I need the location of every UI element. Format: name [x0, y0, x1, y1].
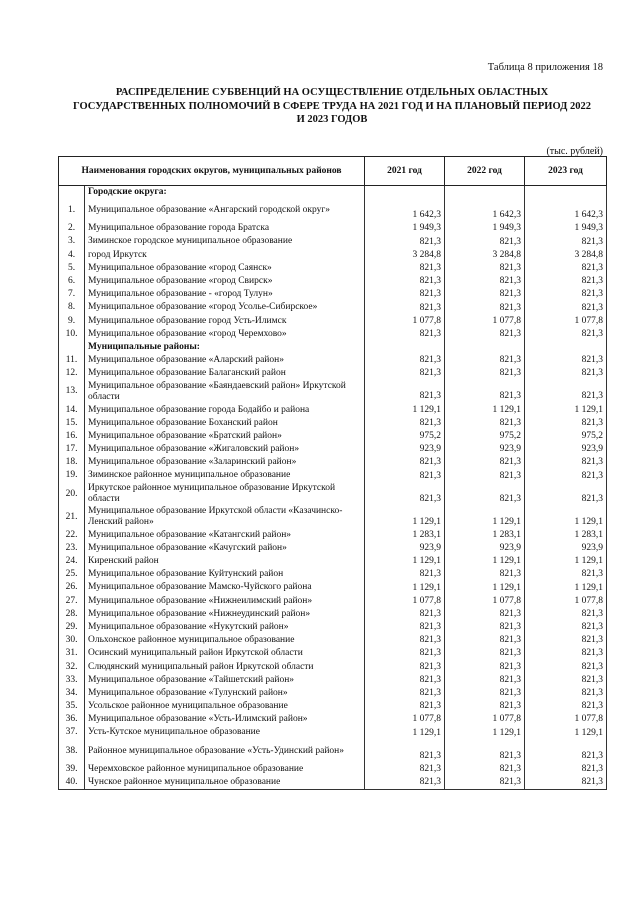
value-2022: 1 077,8 — [445, 595, 525, 608]
column-header-2021: 2021 год — [365, 157, 445, 186]
value-2023: 821,3 — [525, 647, 607, 660]
value-2022: 1 077,8 — [445, 315, 525, 328]
row-number: 5. — [59, 262, 85, 275]
row-number: 29. — [59, 621, 85, 634]
value-2022: 1 949,3 — [445, 222, 525, 235]
title-line: И 2023 ГОДОВ — [296, 114, 368, 125]
value-2021: 821,3 — [365, 740, 445, 763]
value-2021: 1 129,1 — [365, 403, 445, 416]
value-2022: 821,3 — [445, 275, 525, 288]
value-2021: 821,3 — [365, 456, 445, 469]
value-2021: 821,3 — [365, 483, 445, 506]
table-header-row — [59, 157, 607, 186]
units-label: (тыс. рублей) — [546, 146, 603, 157]
row-name: Муниципальное образование «Усть-Илимский район» — [85, 713, 365, 726]
value-2021: 821,3 — [365, 275, 445, 288]
value-2022: 923,9 — [445, 443, 525, 456]
value-2022: 821,3 — [445, 674, 525, 687]
value-2021: 821,3 — [365, 417, 445, 430]
table-row — [59, 301, 607, 314]
value-2021: 821,3 — [365, 660, 445, 673]
row-name: Муниципальное образование Куйтунский район — [85, 568, 365, 581]
row-name: Муниципальное образование Боханский район — [85, 417, 365, 430]
value-2021: 923,9 — [365, 542, 445, 555]
value-2023: 1 129,1 — [525, 581, 607, 594]
row-number: 15. — [59, 417, 85, 430]
row-number: 22. — [59, 529, 85, 542]
table-body — [59, 186, 607, 790]
value-2023: 821,3 — [525, 700, 607, 713]
row-name: Районное муниципальное образование «Усть-Удинский район» — [85, 740, 365, 763]
row-number: 40. — [59, 776, 85, 790]
value-2022: 975,2 — [445, 430, 525, 443]
value-2022: 821,3 — [445, 456, 525, 469]
table-row — [59, 634, 607, 647]
value-2021: 821,3 — [365, 776, 445, 790]
value-2023: 1 129,1 — [525, 555, 607, 568]
row-name: Муниципальное образование «Заларинский район» — [85, 456, 365, 469]
row-number: 23. — [59, 542, 85, 555]
table-row — [59, 315, 607, 328]
value-2021: 1 949,3 — [365, 222, 445, 235]
table-row — [59, 235, 607, 248]
table-row — [59, 417, 607, 430]
row-number — [59, 341, 85, 354]
value-2023: 821,3 — [525, 634, 607, 647]
value-2022 — [445, 341, 525, 354]
row-name: Муниципальное образование «Нижнеудинский район» — [85, 608, 365, 621]
row-name: Зиминское городское муниципальное образование — [85, 235, 365, 248]
value-2022: 821,3 — [445, 367, 525, 380]
value-2023: 821,3 — [525, 776, 607, 790]
row-number: 37. — [59, 726, 85, 739]
table-row — [59, 568, 607, 581]
value-2023: 821,3 — [525, 380, 607, 403]
row-name: Муниципальное образование «Катангский район» — [85, 529, 365, 542]
value-2021: 821,3 — [365, 235, 445, 248]
row-number: 34. — [59, 687, 85, 700]
value-2022: 821,3 — [445, 354, 525, 367]
table-row — [59, 249, 607, 262]
section-heading-row — [59, 341, 607, 354]
row-number: 39. — [59, 763, 85, 776]
value-2022: 1 642,3 — [445, 199, 525, 222]
row-number: 32. — [59, 660, 85, 673]
row-name: Муниципальное образование «Качугский район» — [85, 542, 365, 555]
row-name: Муниципальное образование «Нижнеилимский район» — [85, 595, 365, 608]
row-name: Усольское районное муниципальное образование — [85, 700, 365, 713]
value-2023: 3 284,8 — [525, 249, 607, 262]
row-number: 18. — [59, 456, 85, 469]
value-2023: 1 129,1 — [525, 403, 607, 416]
table-row — [59, 740, 607, 763]
subsidy-table — [58, 156, 607, 790]
row-number: 7. — [59, 288, 85, 301]
table-row — [59, 469, 607, 482]
row-number: 35. — [59, 700, 85, 713]
value-2022: 821,3 — [445, 301, 525, 314]
row-name: Муниципальное образование «Тайшетский район» — [85, 674, 365, 687]
table-row — [59, 776, 607, 790]
table-row — [59, 608, 607, 621]
value-2023: 821,3 — [525, 328, 607, 341]
row-number: 26. — [59, 581, 85, 594]
value-2021: 1 077,8 — [365, 595, 445, 608]
value-2023: 821,3 — [525, 621, 607, 634]
value-2021: 821,3 — [365, 687, 445, 700]
value-2021: 821,3 — [365, 469, 445, 482]
table-row — [59, 595, 607, 608]
row-name: Черемховское районное муниципальное образование — [85, 763, 365, 776]
value-2021: 821,3 — [365, 288, 445, 301]
value-2021: 1 129,1 — [365, 581, 445, 594]
row-number: 36. — [59, 713, 85, 726]
column-header-2023: 2023 год — [525, 157, 607, 186]
table-row — [59, 581, 607, 594]
value-2022: 821,3 — [445, 469, 525, 482]
row-name: Муниципальное образование Мамско-Чуйского района — [85, 581, 365, 594]
value-2021 — [365, 341, 445, 354]
column-header-2022: 2022 год — [445, 157, 525, 186]
value-2022: 1 077,8 — [445, 713, 525, 726]
value-2023: 821,3 — [525, 568, 607, 581]
value-2021: 821,3 — [365, 763, 445, 776]
row-name: Муниципальное образование «Нукутский район» — [85, 621, 365, 634]
table-row — [59, 647, 607, 660]
value-2022: 1 129,1 — [445, 726, 525, 739]
row-name: Ольхонское районное муниципальное образование — [85, 634, 365, 647]
table-row — [59, 456, 607, 469]
row-name: Иркутское районное муниципальное образование Иркутской области — [85, 483, 365, 506]
value-2021: 1 077,8 — [365, 315, 445, 328]
value-2023: 923,9 — [525, 443, 607, 456]
value-2023: 821,3 — [525, 763, 607, 776]
table-row — [59, 483, 607, 506]
value-2022: 1 129,1 — [445, 403, 525, 416]
table-row — [59, 700, 607, 713]
value-2022: 1 129,1 — [445, 581, 525, 594]
row-name: город Иркутск — [85, 249, 365, 262]
value-2023: 821,3 — [525, 687, 607, 700]
value-2022: 821,3 — [445, 647, 525, 660]
row-number: 20. — [59, 483, 85, 506]
value-2022: 821,3 — [445, 776, 525, 790]
value-2022: 821,3 — [445, 380, 525, 403]
row-name: Киренский район — [85, 555, 365, 568]
value-2021: 975,2 — [365, 430, 445, 443]
value-2023: 1 077,8 — [525, 713, 607, 726]
value-2021: 821,3 — [365, 647, 445, 660]
row-name: Муниципальное образование «Аларский район» — [85, 354, 365, 367]
value-2023: 821,3 — [525, 301, 607, 314]
row-number — [59, 186, 85, 200]
row-number: 6. — [59, 275, 85, 288]
value-2022: 821,3 — [445, 660, 525, 673]
value-2022: 821,3 — [445, 235, 525, 248]
value-2022: 821,3 — [445, 763, 525, 776]
row-name: Слюдянский муниципальный район Иркутской области — [85, 660, 365, 673]
table-reference-label: Таблица 8 приложения 18 — [487, 62, 603, 73]
value-2022: 821,3 — [445, 568, 525, 581]
row-name: Муниципальное образование «Баяндаевский район» Иркутской области — [85, 380, 365, 403]
row-number: 16. — [59, 430, 85, 443]
value-2021: 1 129,1 — [365, 506, 445, 529]
table-row — [59, 328, 607, 341]
row-number: 30. — [59, 634, 85, 647]
value-2021: 821,3 — [365, 328, 445, 341]
value-2022 — [445, 186, 525, 200]
value-2023: 821,3 — [525, 275, 607, 288]
row-name: Муниципальное образование города Бодайбо и района — [85, 403, 365, 416]
row-name: Осинский муниципальный район Иркутской области — [85, 647, 365, 660]
value-2023: 975,2 — [525, 430, 607, 443]
row-number: 31. — [59, 647, 85, 660]
row-name: Муниципальное образование города Братска — [85, 222, 365, 235]
value-2023: 1 077,8 — [525, 315, 607, 328]
row-number: 21. — [59, 506, 85, 529]
value-2023: 821,3 — [525, 674, 607, 687]
row-number: 38. — [59, 740, 85, 763]
table-row — [59, 529, 607, 542]
row-name: Муниципальное образование «город Саянск» — [85, 262, 365, 275]
value-2023: 821,3 — [525, 235, 607, 248]
value-2021: 1 077,8 — [365, 713, 445, 726]
table-row — [59, 199, 607, 222]
value-2022: 821,3 — [445, 483, 525, 506]
row-name: Муниципальное образование «Тулунский район» — [85, 687, 365, 700]
row-number: 27. — [59, 595, 85, 608]
value-2021: 821,3 — [365, 301, 445, 314]
value-2021: 3 284,8 — [365, 249, 445, 262]
value-2021: 821,3 — [365, 367, 445, 380]
value-2023: 821,3 — [525, 483, 607, 506]
table-row — [59, 275, 607, 288]
value-2022: 821,3 — [445, 608, 525, 621]
row-number: 8. — [59, 301, 85, 314]
row-number: 9. — [59, 315, 85, 328]
row-name: Муниципальное образование Балаганский район — [85, 367, 365, 380]
row-name: Зиминское районное муниципальное образование — [85, 469, 365, 482]
value-2023: 821,3 — [525, 417, 607, 430]
table-row — [59, 506, 607, 529]
value-2023: 923,9 — [525, 542, 607, 555]
table-row — [59, 660, 607, 673]
table-row — [59, 380, 607, 403]
table-row — [59, 430, 607, 443]
row-number: 25. — [59, 568, 85, 581]
table-row — [59, 222, 607, 235]
row-name: Городские округа: — [85, 186, 365, 200]
row-name: Муниципальное образование город Усть-Илимск — [85, 315, 365, 328]
row-name: Муниципальное образование Иркутской области «Казачинско-Ленский район» — [85, 506, 365, 529]
value-2021: 821,3 — [365, 634, 445, 647]
row-number: 19. — [59, 469, 85, 482]
section-heading-row — [59, 186, 607, 200]
table-row — [59, 403, 607, 416]
row-number: 14. — [59, 403, 85, 416]
value-2023: 821,3 — [525, 740, 607, 763]
row-name: Усть-Кутское муниципальное образование — [85, 726, 365, 739]
row-number: 13. — [59, 380, 85, 403]
value-2023: 1 283,1 — [525, 529, 607, 542]
row-number: 12. — [59, 367, 85, 380]
value-2021: 821,3 — [365, 568, 445, 581]
value-2021: 821,3 — [365, 354, 445, 367]
row-number: 1. — [59, 199, 85, 222]
row-number: 17. — [59, 443, 85, 456]
table-row — [59, 542, 607, 555]
table-row — [59, 621, 607, 634]
value-2021: 1 129,1 — [365, 555, 445, 568]
table-row — [59, 262, 607, 275]
table-row — [59, 288, 607, 301]
value-2023: 1 129,1 — [525, 726, 607, 739]
value-2023 — [525, 186, 607, 200]
row-name: Муниципальное образование «город Черемхово» — [85, 328, 365, 341]
value-2023: 1 129,1 — [525, 506, 607, 529]
row-name: Муниципальное образование «город Свирск» — [85, 275, 365, 288]
value-2023: 821,3 — [525, 660, 607, 673]
row-name: Муниципальное образование «город Усолье-Сибирское» — [85, 301, 365, 314]
document-title — [58, 86, 606, 127]
value-2023: 821,3 — [525, 456, 607, 469]
value-2023: 821,3 — [525, 288, 607, 301]
table-row — [59, 367, 607, 380]
row-number: 24. — [59, 555, 85, 568]
value-2022: 821,3 — [445, 288, 525, 301]
value-2021: 1 283,1 — [365, 529, 445, 542]
row-number: 10. — [59, 328, 85, 341]
value-2021: 821,3 — [365, 674, 445, 687]
value-2021: 923,9 — [365, 443, 445, 456]
value-2022: 821,3 — [445, 740, 525, 763]
table-row — [59, 726, 607, 739]
value-2022: 821,3 — [445, 621, 525, 634]
value-2023: 821,3 — [525, 354, 607, 367]
title-line: ГОСУДАРСТВЕННЫХ ПОЛНОМОЧИЙ В СФЕРЕ ТРУДА НА 2021 ГОД И НА ПЛАНОВЫЙ ПЕРИОД 2022 — [73, 100, 591, 112]
value-2023 — [525, 341, 607, 354]
value-2022: 821,3 — [445, 700, 525, 713]
value-2021: 1 642,3 — [365, 199, 445, 222]
value-2021: 821,3 — [365, 608, 445, 621]
value-2023: 821,3 — [525, 262, 607, 275]
table-row — [59, 713, 607, 726]
value-2023: 821,3 — [525, 469, 607, 482]
row-number: 11. — [59, 354, 85, 367]
value-2022: 821,3 — [445, 634, 525, 647]
value-2023: 821,3 — [525, 608, 607, 621]
table-row — [59, 555, 607, 568]
value-2023: 1 077,8 — [525, 595, 607, 608]
row-name: Муниципальные районы: — [85, 341, 365, 354]
value-2021: 821,3 — [365, 621, 445, 634]
column-header-name: Наименования городских округов, муниципальных районов — [59, 157, 365, 186]
value-2023: 1 642,3 — [525, 199, 607, 222]
value-2021: 821,3 — [365, 380, 445, 403]
row-name: Муниципальное образование - «город Тулун» — [85, 288, 365, 301]
table-row — [59, 443, 607, 456]
table-row — [59, 674, 607, 687]
value-2021 — [365, 186, 445, 200]
value-2022: 1 283,1 — [445, 529, 525, 542]
value-2022: 821,3 — [445, 262, 525, 275]
value-2023: 1 949,3 — [525, 222, 607, 235]
table-row — [59, 763, 607, 776]
value-2021: 1 129,1 — [365, 726, 445, 739]
row-name: Чунское районное муниципальное образование — [85, 776, 365, 790]
value-2022: 821,3 — [445, 687, 525, 700]
value-2023: 821,3 — [525, 367, 607, 380]
title-line: РАСПРЕДЕЛЕНИЕ СУБВЕНЦИЙ НА ОСУЩЕСТВЛЕНИЕ ОТДЕЛЬНЫХ ОБЛАСТНЫХ — [115, 87, 549, 98]
row-number: 3. — [59, 235, 85, 248]
row-number: 28. — [59, 608, 85, 621]
row-name: Муниципальное образование «Братский район» — [85, 430, 365, 443]
value-2022: 1 129,1 — [445, 506, 525, 529]
table-row — [59, 354, 607, 367]
row-number: 2. — [59, 222, 85, 235]
row-name: Муниципальное образование «Ангарский городской округ» — [85, 199, 365, 222]
value-2021: 821,3 — [365, 262, 445, 275]
row-name: Муниципальное образование «Жигаловский район» — [85, 443, 365, 456]
row-number: 33. — [59, 674, 85, 687]
value-2022: 923,9 — [445, 542, 525, 555]
value-2021: 821,3 — [365, 700, 445, 713]
value-2022: 821,3 — [445, 328, 525, 341]
value-2022: 1 129,1 — [445, 555, 525, 568]
value-2022: 821,3 — [445, 417, 525, 430]
row-number: 4. — [59, 249, 85, 262]
value-2022: 3 284,8 — [445, 249, 525, 262]
table-row — [59, 687, 607, 700]
